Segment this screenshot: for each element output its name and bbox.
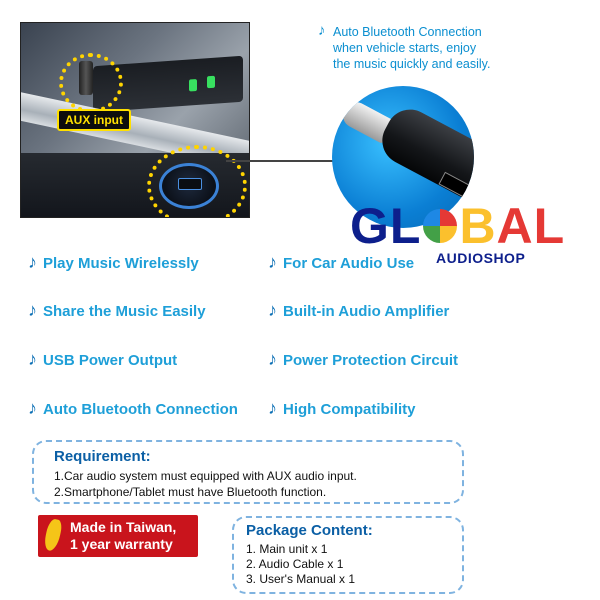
globe-icon [423,209,457,243]
feature-label: Auto Bluetooth Connection [43,401,238,418]
feature-item [268,252,414,273]
brand-text: L [533,198,566,254]
aux-input-label: AUX input [57,109,131,131]
made-in-taiwan-badge [38,515,198,557]
music-note-icon: ♪ [28,252,37,272]
top-note-line: Auto Bluetooth Connection [333,25,482,39]
music-note-icon: ♪ [268,398,277,418]
package-title: Package Content: [246,522,373,539]
feature-item [268,300,449,321]
brand-text: B [459,198,497,254]
package-line: 3. User's Manual x 1 [246,572,356,586]
feature-label: High Compatibility [283,401,416,418]
music-note-icon: ♪ [28,398,37,418]
taiwan-map-icon [43,518,63,552]
dashboard-photo [20,22,250,218]
indicator-light [207,76,215,89]
music-note-icon: ♪ [268,300,277,320]
feature-label: Share the Music Easily [43,303,206,320]
top-note [333,24,490,72]
top-note-line: the music quickly and easily. [333,57,491,71]
badge-line: Made in Taiwan, [70,519,177,535]
feature-item [28,398,238,419]
brand-subtitle: AUDIOSHOP [436,250,526,266]
package-line: 2. Audio Cable x 1 [246,557,344,571]
feature-item [28,252,199,273]
music-note-icon: ♪ [318,22,326,39]
brand-text: A [496,198,534,254]
requirement-line: 2.Smartphone/Tablet must have Bluetooth function. [54,485,327,499]
socket-highlight-ring [147,145,247,218]
feature-item [268,349,458,370]
requirement-line: 1.Car audio system must equipped with AUX audio input. [54,469,357,483]
feature-label: Power Protection Circuit [283,352,459,369]
music-note-icon: ♪ [28,349,37,369]
requirement-title: Requirement: [54,448,151,465]
callout-line [226,160,338,162]
feature-item [28,349,177,370]
feature-label: Play Music Wirelessly [43,255,199,272]
feature-item [268,398,416,419]
feature-label: USB Power Output [43,352,178,369]
brand-text: GL [350,198,422,254]
badge-line: 1 year warranty [70,536,173,552]
feature-label: Built-in Audio Amplifier [283,303,450,320]
feature-item [28,300,206,321]
indicator-light [189,79,197,92]
requirement-box [32,440,464,504]
aux-highlight-ring [59,53,123,113]
music-note-icon: ♪ [28,300,37,320]
music-note-icon: ♪ [268,349,277,369]
package-line: 1. Main unit x 1 [246,542,328,556]
package-content-box [232,516,464,594]
brand-logo [350,200,565,252]
music-note-icon: ♪ [268,252,277,272]
feature-label: For Car Audio Use [283,255,415,272]
top-note-line: when vehicle starts, enjoy [333,41,477,55]
top-note-icon-wrap [318,22,326,40]
